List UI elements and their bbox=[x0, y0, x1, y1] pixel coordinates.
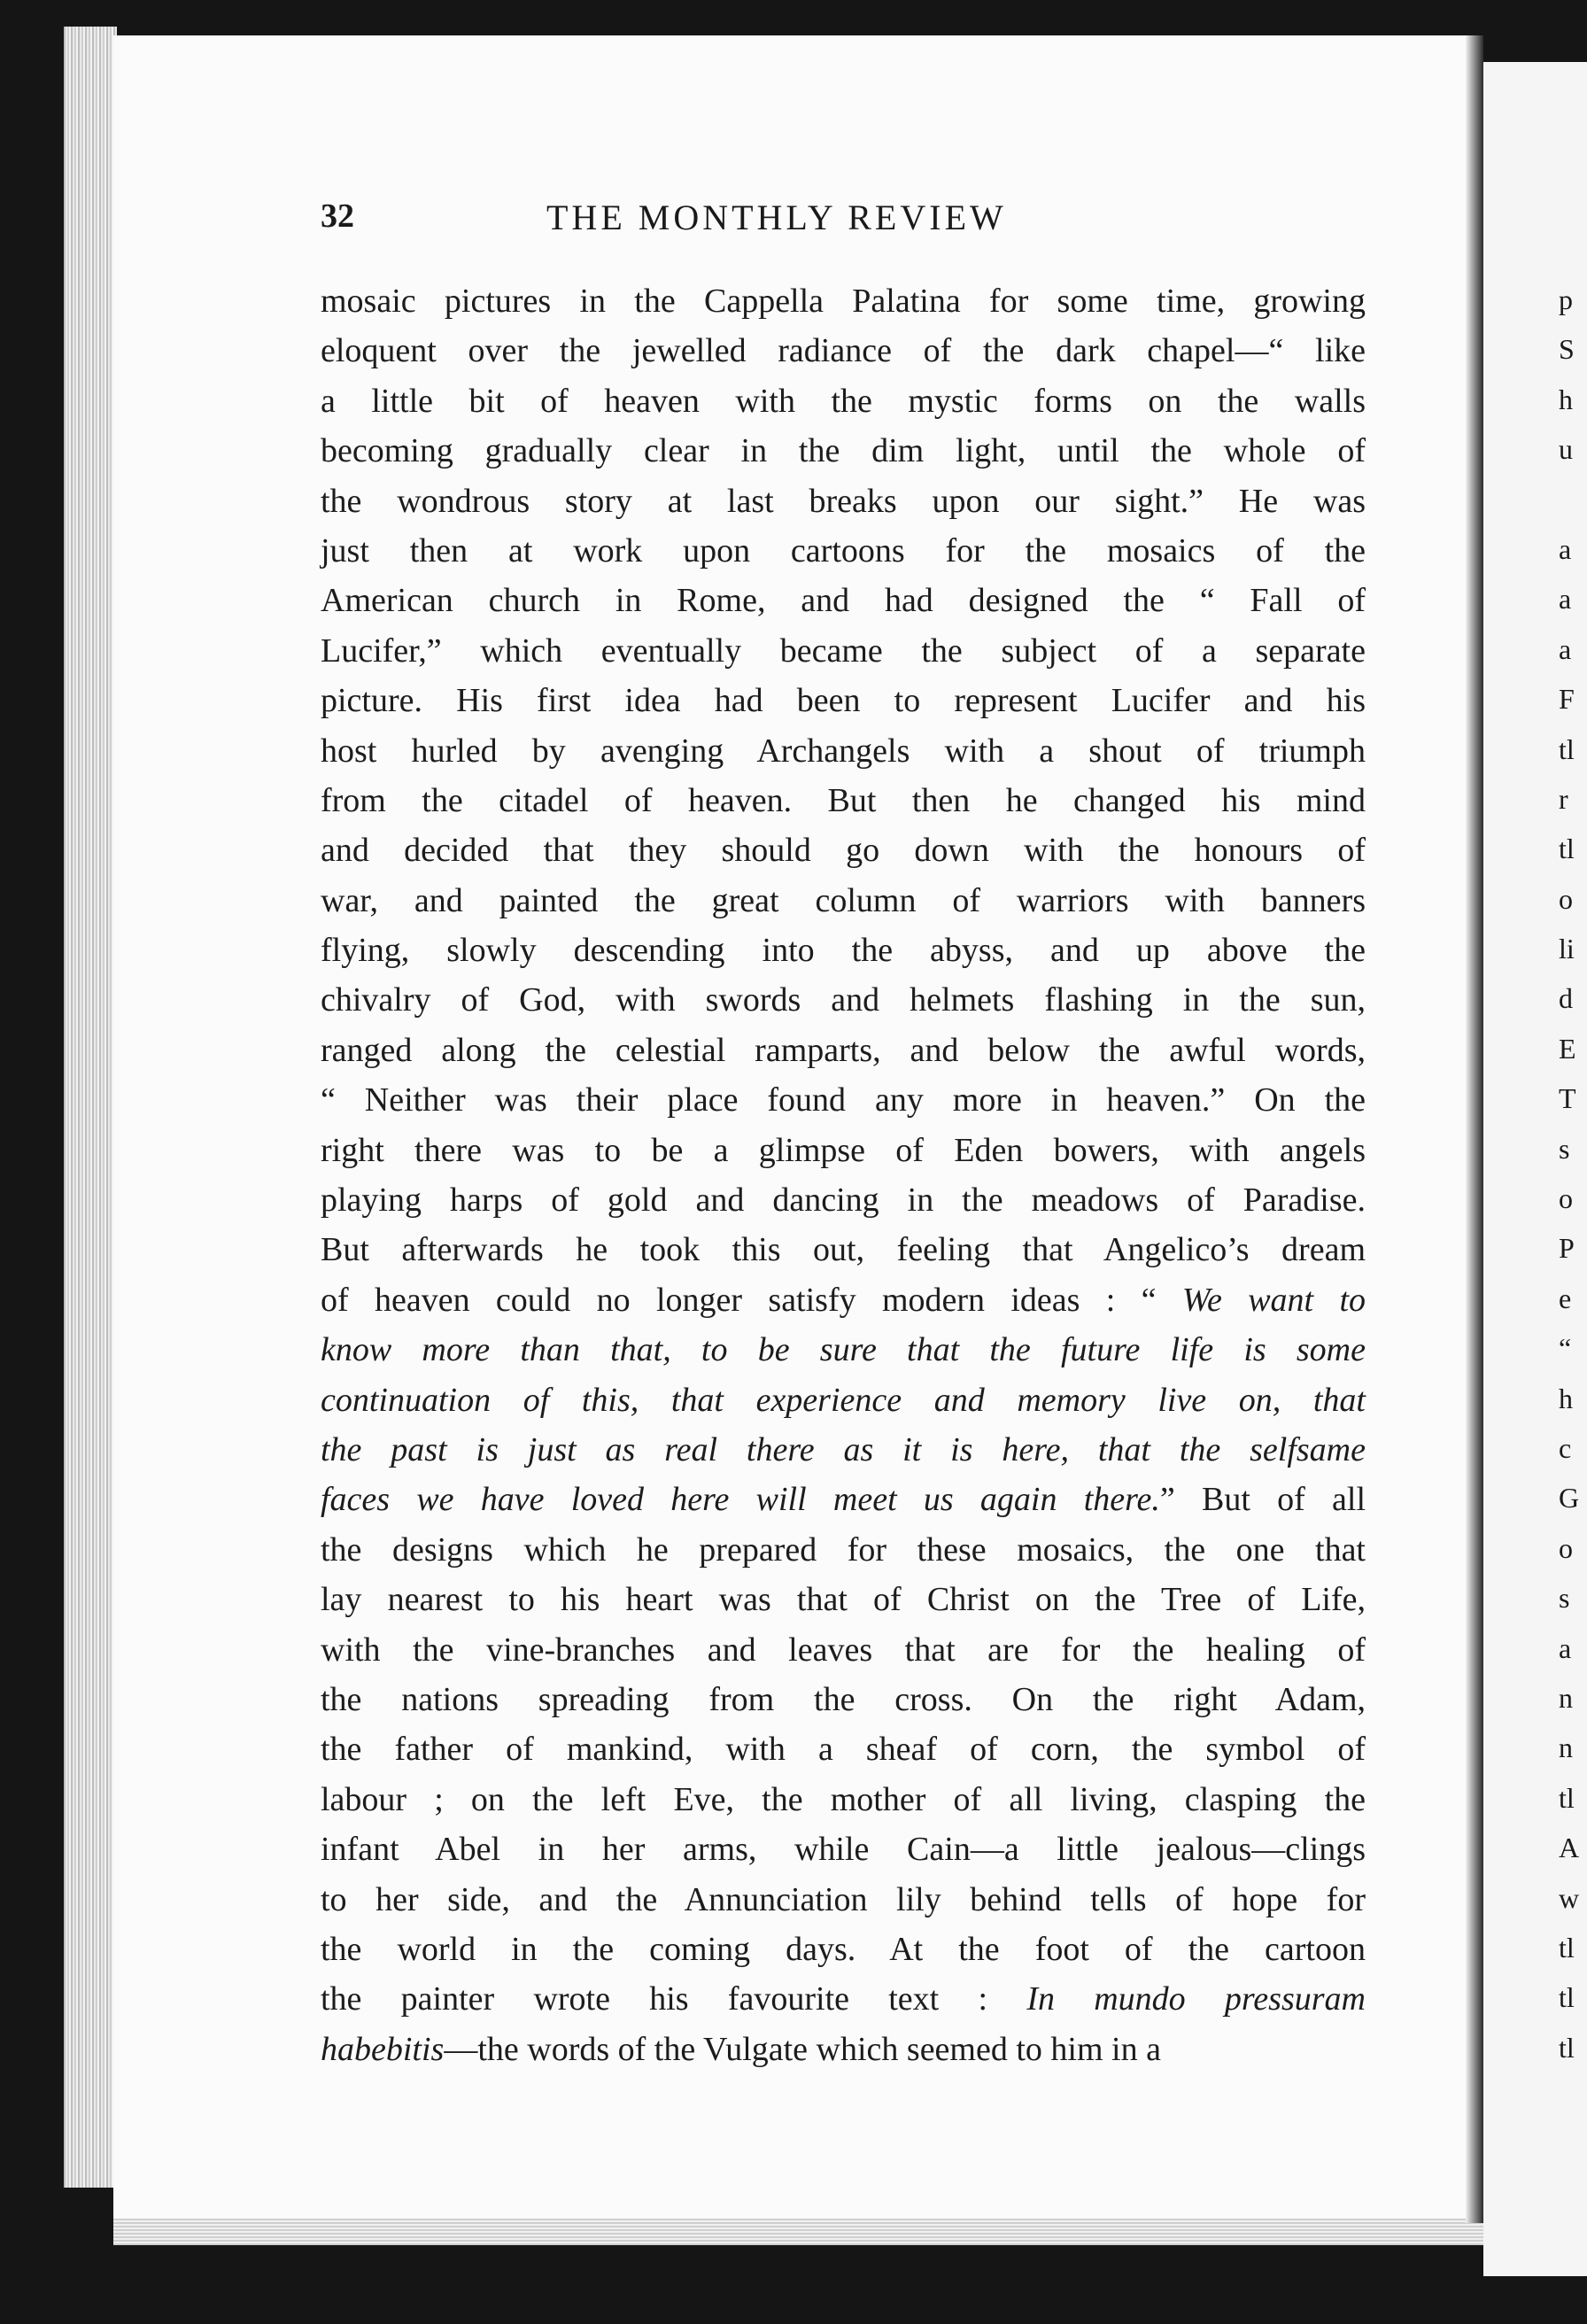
text-line bbox=[321, 876, 1366, 926]
text-span: picture. His first idea had been to represent Lucifer and his bbox=[321, 682, 1366, 720]
text-line bbox=[321, 426, 1366, 476]
text-line bbox=[321, 1925, 1366, 1974]
text-line bbox=[321, 1225, 1366, 1274]
text-span: ranged along the celestial ramparts, and below the awful words, bbox=[321, 1031, 1366, 1069]
facing-fragment: u bbox=[1559, 433, 1573, 466]
facing-fragment bbox=[1559, 475, 1587, 524]
text-line bbox=[321, 276, 1366, 326]
facing-fragment: E bbox=[1559, 1032, 1576, 1065]
facing-fragment: li bbox=[1559, 933, 1575, 965]
text-span: the wondrous story at last breaks upon our sight.” He was bbox=[321, 482, 1366, 520]
text-line bbox=[321, 1775, 1366, 1824]
facing-fragment: tl bbox=[1559, 1781, 1575, 1814]
text-span: right there was to be a glimpse of Eden bowers, with angels bbox=[321, 1131, 1366, 1169]
italic-text: habebitis bbox=[321, 2030, 445, 2068]
page-stack-edge bbox=[64, 27, 117, 2188]
book-gutter bbox=[1466, 35, 1483, 2223]
page-number: 32 bbox=[321, 198, 354, 235]
text-span: from the citadel of heaven. But then he changed his mind bbox=[321, 781, 1366, 819]
facing-fragment: s bbox=[1559, 1132, 1570, 1165]
text-span: But afterwards he took this out, feeling that Angelico’s dream bbox=[321, 1231, 1366, 1269]
facing-fragment: w bbox=[1559, 1881, 1580, 1914]
body-text bbox=[321, 276, 1366, 2074]
facing-fragment: a bbox=[1559, 632, 1572, 665]
facing-fragment: h bbox=[1559, 1382, 1573, 1414]
facing-fragment: c bbox=[1559, 1431, 1572, 1464]
text-line bbox=[321, 1026, 1366, 1075]
text-span: ” But of all bbox=[1159, 1481, 1366, 1519]
facing-fragment: tl bbox=[1559, 833, 1575, 865]
facing-fragment: a bbox=[1559, 1631, 1572, 1664]
text-line bbox=[321, 975, 1366, 1025]
text-span: Lucifer,” which eventually became the subject of a separate bbox=[321, 631, 1366, 670]
text-span: lay nearest to his heart was that of Christ on the Tree of Life, bbox=[321, 1581, 1366, 1619]
text-line bbox=[321, 326, 1366, 376]
text-span: “ Neither was their place found any more in heaven.” On the bbox=[321, 1081, 1366, 1119]
text-line bbox=[321, 1126, 1366, 1175]
text-line bbox=[321, 726, 1366, 776]
italic-text: the past is just as real there as it is here, that the selfsame bbox=[321, 1430, 1366, 1468]
text-line bbox=[321, 1075, 1366, 1125]
text-line bbox=[321, 1375, 1366, 1425]
facing-fragment: a bbox=[1559, 583, 1572, 616]
facing-fragment: a bbox=[1559, 532, 1572, 565]
text-line bbox=[321, 1625, 1366, 1675]
text-span: the father of mankind, with a sheaf of corn, the symbol of bbox=[321, 1731, 1366, 1769]
text-span: becoming gradually clear in the dim light, until the whole of bbox=[321, 432, 1366, 470]
text-line bbox=[321, 1175, 1366, 1225]
text-line bbox=[321, 1325, 1366, 1375]
text-line bbox=[321, 1875, 1366, 1925]
text-line bbox=[321, 1525, 1366, 1575]
italic-text: In mundo pressuram bbox=[1026, 1980, 1366, 2018]
text-line bbox=[321, 1824, 1366, 1874]
facing-fragment: F bbox=[1559, 683, 1575, 716]
text-span: the designs which he prepared for these mosaics, the one that bbox=[321, 1530, 1366, 1569]
text-line bbox=[321, 626, 1366, 676]
facing-fragment: “ bbox=[1559, 1332, 1572, 1365]
text-span: American church in Rome, and had designed the “ Fall of bbox=[321, 582, 1366, 620]
facing-fragment: tl bbox=[1559, 1931, 1575, 1964]
italic-text: faces we have loved here will meet us again there. bbox=[321, 1481, 1160, 1519]
text-span: a little bit of heaven with the mystic forms on the walls bbox=[321, 382, 1366, 420]
facing-fragment: P bbox=[1559, 1232, 1575, 1265]
text-line bbox=[321, 1275, 1366, 1325]
facing-fragment: o bbox=[1559, 882, 1573, 915]
text-span: eloquent over the jewelled radiance of the dark chapel—“ like bbox=[321, 332, 1366, 370]
italic-text: continuation of this, that experience and memory live on, that bbox=[321, 1381, 1366, 1419]
facing-fragment: n bbox=[1559, 1731, 1573, 1764]
text-span: war, and painted the great column of warriors with banners bbox=[321, 881, 1366, 919]
text-span: of heaven could no longer satisfy modern ideas : “ bbox=[321, 1281, 1182, 1319]
text-span: host hurled by avenging Archangels with a shout of triumph bbox=[321, 732, 1366, 770]
text-line bbox=[321, 926, 1366, 975]
text-line bbox=[321, 1675, 1366, 1724]
text-line bbox=[321, 526, 1366, 576]
text-span: —the words of the Vulgate which seemed to him in a bbox=[444, 2030, 1161, 2068]
facing-fragment: T bbox=[1559, 1082, 1576, 1115]
facing-fragment: n bbox=[1559, 1681, 1573, 1714]
facing-fragment: o bbox=[1559, 1182, 1573, 1215]
text-span: labour ; on the left Eve, the mother of all living, clasping the bbox=[321, 1780, 1366, 1818]
text-line bbox=[321, 776, 1366, 825]
text-line bbox=[321, 376, 1366, 426]
page-bottom-edge bbox=[113, 2219, 1483, 2245]
italic-text: know more than that, to be sure that the future life is some bbox=[321, 1331, 1366, 1369]
text-span: with the vine-branches and leaves that are for the healing of bbox=[321, 1631, 1366, 1669]
facing-fragment: s bbox=[1559, 1582, 1570, 1615]
facing-fragment: p bbox=[1559, 283, 1573, 315]
page-header bbox=[321, 197, 1366, 250]
text-span: chivalry of God, with swords and helmets flashing in the sun, bbox=[321, 981, 1366, 1019]
facing-fragment: o bbox=[1559, 1531, 1573, 1564]
text-span: mosaic pictures in the Cappella Palatina for some time, growing bbox=[321, 283, 1366, 320]
text-line bbox=[321, 1724, 1366, 1774]
text-line bbox=[321, 1575, 1366, 1624]
text-line bbox=[321, 1974, 1366, 2024]
text-span: infant Abel in her arms, while Cain—a little jealous—clings bbox=[321, 1831, 1366, 1869]
facing-fragment: d bbox=[1559, 982, 1573, 1015]
facing-page-text bbox=[1559, 275, 1587, 2072]
facing-fragment: r bbox=[1559, 782, 1568, 815]
italic-text: We want to bbox=[1181, 1281, 1366, 1319]
facing-fragment: A bbox=[1559, 1832, 1580, 1864]
text-span: and decided that they should go down with the honours of bbox=[321, 832, 1366, 870]
text-span: the nations spreading from the cross. On the right Adam, bbox=[321, 1680, 1366, 1718]
text-span: the world in the coming days. At the foot of the cartoon bbox=[321, 1930, 1366, 1968]
text-line bbox=[321, 2025, 1366, 2074]
text-span: flying, slowly descending into the abyss, and up above the bbox=[321, 932, 1366, 970]
text-line bbox=[321, 1425, 1366, 1475]
text-span: playing harps of gold and dancing in the meadows of Paradise. bbox=[321, 1181, 1366, 1220]
text-line bbox=[321, 676, 1366, 725]
text-line bbox=[321, 476, 1366, 526]
facing-fragment: S bbox=[1559, 333, 1575, 366]
text-span: the painter wrote his favourite text : bbox=[321, 1980, 1027, 2018]
facing-fragment: e bbox=[1559, 1282, 1572, 1314]
facing-fragment: G bbox=[1559, 1482, 1580, 1514]
text-line bbox=[321, 576, 1366, 625]
text-span: to her side, and the Annunciation lily behind tells of hope for bbox=[321, 1880, 1366, 1918]
running-title: THE MONTHLY REVIEW bbox=[546, 198, 1007, 237]
facing-fragment: tl bbox=[1559, 1981, 1575, 2014]
text-line bbox=[321, 825, 1366, 875]
facing-fragment: tl bbox=[1559, 2031, 1575, 2064]
text-line bbox=[321, 1475, 1366, 1524]
facing-fragment: h bbox=[1559, 383, 1573, 415]
text-span: just then at work upon cartoons for the mosaics of the bbox=[321, 531, 1366, 569]
facing-fragment: tl bbox=[1559, 732, 1575, 765]
